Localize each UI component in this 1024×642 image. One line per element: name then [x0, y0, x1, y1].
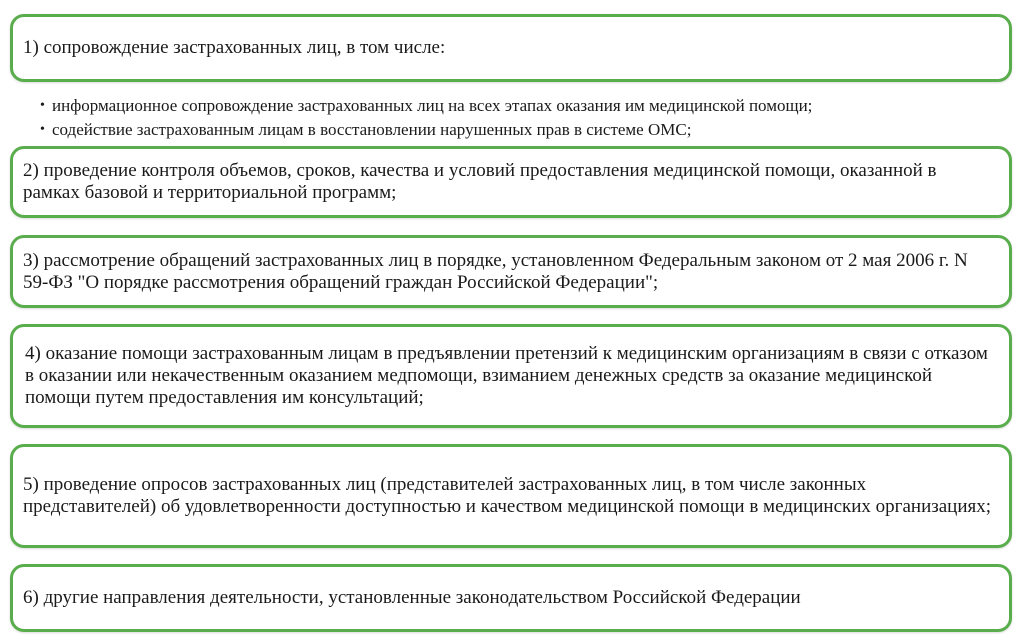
item-box-2 — [10, 146, 1012, 218]
subitem-1: • информационное сопровождение застрахованных лиц на всех этапах оказания им медицинской помощи; — [40, 94, 1010, 118]
item-box-4 — [10, 324, 1012, 428]
item-text-2: 2) проведение контроля объемов, сроков, качества и условий предоставления медицинской помощи, оказанной в рамках базовой и территориальной программ; — [23, 160, 937, 203]
subitem-2: • содействие застрахованным лицам в восстановлении нарушенных прав в системе ОМС; — [40, 118, 1010, 142]
item-box-3 — [10, 235, 1012, 308]
item-text-3: 3) рассмотрение обращений застрахованных лиц в порядке, установленном Федеральным законом от 2 мая 2006 г. N 59-ФЗ "О порядке рассмотрения обращений граждан Российской Федерации"; — [23, 249, 968, 293]
item-box-6 — [10, 564, 1012, 632]
item-box-5 — [10, 444, 1012, 548]
item-text-1: 1) сопровождение застрахованных лиц, в том числе: — [23, 37, 446, 58]
item-text-4: 4) оказание помощи застрахованным лицам в предъявлении претензий к медицинским организациям в связи с отказом в оказании или некачественным оказанием медпомощи, взиманием денежных средств за оказание медицинской помощи путем предоставления им консультаций; — [25, 343, 988, 408]
subitem-list — [40, 94, 1010, 142]
item-text-5: 5) проведение опросов застрахованных лиц (представителей застрахованных лиц, в том числе законных представителей) об удовлетворенности доступностью и качеством медицинской помощи в медицинских организациях; — [23, 474, 992, 517]
item-text-6: 6) другие направления деятельности, установленные законодательством Российской Федерации — [23, 587, 801, 608]
item-box-1 — [10, 14, 1012, 82]
